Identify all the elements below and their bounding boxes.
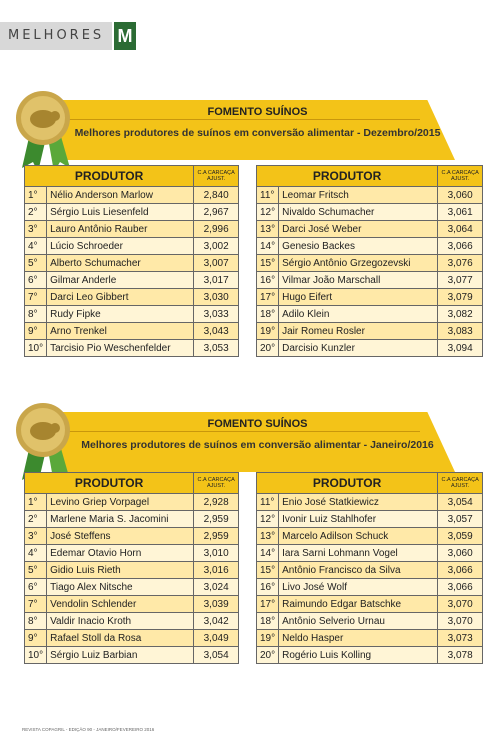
rank-position: 12° xyxy=(257,204,279,221)
ca-value: 3,053 xyxy=(194,340,239,357)
producer-name: Leomar Fritsch xyxy=(279,187,438,204)
table-row xyxy=(257,221,483,238)
table-row xyxy=(25,562,239,579)
rank-position: 18° xyxy=(257,613,279,630)
table-row xyxy=(25,306,239,323)
ca-value: 3,002 xyxy=(194,238,239,255)
rank-position: 11° xyxy=(257,494,279,511)
ca-value: 3,076 xyxy=(438,255,483,272)
rank-position: 14° xyxy=(257,545,279,562)
producer-name: Valdir Inacio Kroth xyxy=(47,613,194,630)
table-row xyxy=(25,494,239,511)
table-row xyxy=(257,306,483,323)
ca-value: 3,016 xyxy=(194,562,239,579)
producer-name: Arno Trenkel xyxy=(47,323,194,340)
producer-name: Marlene Maria S. Jacomini xyxy=(47,511,194,528)
producer-name: Darci Leo Gibbert xyxy=(47,289,194,306)
medal-icon xyxy=(8,88,78,172)
ca-value: 3,060 xyxy=(438,187,483,204)
rank-position: 1° xyxy=(25,187,47,204)
rank-position: 19° xyxy=(257,323,279,340)
producer-name: Adilo Klein xyxy=(279,306,438,323)
ca-value: 3,057 xyxy=(438,511,483,528)
table-row xyxy=(25,511,239,528)
table-row xyxy=(25,340,239,357)
producer-name: Lúcio Schroeder xyxy=(47,238,194,255)
producer-header: PRODUTOR xyxy=(25,473,194,494)
table-row xyxy=(257,579,483,596)
ca-value: 2,928 xyxy=(194,494,239,511)
producer-name: Livo José Wolf xyxy=(279,579,438,596)
table-row xyxy=(25,238,239,255)
rank-position: 4° xyxy=(25,545,47,562)
ca-header: C.A CARCAÇA AJUST. xyxy=(438,473,483,494)
block-subtitle: Melhores produtores de suínos em conversão alimentar - Janeiro/2016 xyxy=(81,439,434,451)
producer-name: Gidio Luis Rieth xyxy=(47,562,194,579)
banner-divider xyxy=(60,119,420,120)
producer-header: PRODUTOR xyxy=(25,166,194,187)
producer-name: Neldo Hasper xyxy=(279,630,438,647)
table-row xyxy=(25,272,239,289)
ca-value: 3,070 xyxy=(438,596,483,613)
rank-position: 19° xyxy=(257,630,279,647)
producer-name: Nélio Anderson Marlow xyxy=(47,187,194,204)
ca-header: C.A CARCAÇA AJUST. xyxy=(438,166,483,187)
rank-position: 16° xyxy=(257,272,279,289)
ca-value: 3,059 xyxy=(438,528,483,545)
rank-position: 10° xyxy=(25,647,47,664)
rank-position: 20° xyxy=(257,647,279,664)
producer-header: PRODUTOR xyxy=(257,166,438,187)
rank-position: 9° xyxy=(25,323,47,340)
table-row xyxy=(25,579,239,596)
ca-value: 3,054 xyxy=(438,494,483,511)
ca-value: 3,024 xyxy=(194,579,239,596)
ca-value: 2,840 xyxy=(194,187,239,204)
rank-position: 5° xyxy=(25,562,47,579)
rank-position: 4° xyxy=(25,238,47,255)
producer-name: Enio José Statkiewicz xyxy=(279,494,438,511)
ca-value: 3,043 xyxy=(194,323,239,340)
table-row xyxy=(257,238,483,255)
table-row xyxy=(25,545,239,562)
ca-value: 3,010 xyxy=(194,545,239,562)
banner-divider xyxy=(60,431,420,432)
ca-value: 3,017 xyxy=(194,272,239,289)
producer-name: Raimundo Edgar Batschke xyxy=(279,596,438,613)
rank-position: 7° xyxy=(25,289,47,306)
table-row xyxy=(25,289,239,306)
ca-value: 2,959 xyxy=(194,511,239,528)
table-row xyxy=(257,647,483,664)
ranking-table-left xyxy=(24,165,239,357)
ca-value: 3,077 xyxy=(438,272,483,289)
table-row xyxy=(257,204,483,221)
table-row xyxy=(257,613,483,630)
rank-position: 2° xyxy=(25,204,47,221)
table-row xyxy=(257,272,483,289)
ca-value: 2,996 xyxy=(194,221,239,238)
section-label: MELHORES xyxy=(8,28,105,43)
rank-position: 11° xyxy=(257,187,279,204)
producer-name: Marcelo Adilson Schuck xyxy=(279,528,438,545)
ca-value: 2,959 xyxy=(194,528,239,545)
ca-value: 2,967 xyxy=(194,204,239,221)
rank-position: 8° xyxy=(25,306,47,323)
table-row xyxy=(257,511,483,528)
producer-name: Darcisio Kunzler xyxy=(279,340,438,357)
producer-name: Darci José Weber xyxy=(279,221,438,238)
producer-name: Iara Sarni Lohmann Vogel xyxy=(279,545,438,562)
block-title: FOMENTO SUÍNOS xyxy=(207,106,308,118)
producer-name: Jair Romeu Rosler xyxy=(279,323,438,340)
table-row xyxy=(25,528,239,545)
ca-value: 3,033 xyxy=(194,306,239,323)
rank-position: 15° xyxy=(257,255,279,272)
ranking-table-left xyxy=(24,472,239,664)
table-row xyxy=(257,528,483,545)
rank-position: 3° xyxy=(25,221,47,238)
producer-name: Gilmar Anderle xyxy=(47,272,194,289)
table-row xyxy=(257,187,483,204)
producer-name: Genesio Backes xyxy=(279,238,438,255)
producer-name: Rafael Stoll da Rosa xyxy=(47,630,194,647)
producer-name: Antônio Francisco da Silva xyxy=(279,562,438,579)
producer-name: Sérgio Luiz Barbian xyxy=(47,647,194,664)
rank-position: 1° xyxy=(25,494,47,511)
ca-value: 3,030 xyxy=(194,289,239,306)
rank-position: 17° xyxy=(257,596,279,613)
producer-name: Sérgio Antônio Grzegozevski xyxy=(279,255,438,272)
rank-position: 8° xyxy=(25,613,47,630)
page-footer: REVISTA COPAGRIL - EDIÇÃO 90 - JANEIRO/FEVEREIRO 2016 xyxy=(22,727,155,732)
ca-value: 3,082 xyxy=(438,306,483,323)
producer-name: Hugo Eifert xyxy=(279,289,438,306)
ca-header: C.A CARCAÇA AJUST. xyxy=(194,473,239,494)
ca-value: 3,039 xyxy=(194,596,239,613)
rank-position: 6° xyxy=(25,272,47,289)
rank-position: 6° xyxy=(25,579,47,596)
ca-value: 3,078 xyxy=(438,647,483,664)
producer-name: Ivonir Luiz Stahlhofer xyxy=(279,511,438,528)
ca-value: 3,054 xyxy=(194,647,239,664)
ca-value: 3,060 xyxy=(438,545,483,562)
ca-value: 3,064 xyxy=(438,221,483,238)
rank-position: 20° xyxy=(257,340,279,357)
table-row xyxy=(257,255,483,272)
producer-name: Rudy Fipke xyxy=(47,306,194,323)
table-row xyxy=(257,596,483,613)
producer-header: PRODUTOR xyxy=(257,473,438,494)
table-row xyxy=(25,221,239,238)
ca-value: 3,007 xyxy=(194,255,239,272)
table-row xyxy=(257,562,483,579)
rank-position: 13° xyxy=(257,528,279,545)
block-subtitle: Melhores produtores de suínos em conversão alimentar - Dezembro/2015 xyxy=(74,127,441,139)
ranking-table-right xyxy=(256,472,483,664)
table-row xyxy=(25,630,239,647)
producer-name: Alberto Schumacher xyxy=(47,255,194,272)
ca-value: 3,066 xyxy=(438,562,483,579)
rank-position: 17° xyxy=(257,289,279,306)
ca-value: 3,094 xyxy=(438,340,483,357)
rank-position: 10° xyxy=(25,340,47,357)
table-row xyxy=(257,289,483,306)
ca-value: 3,070 xyxy=(438,613,483,630)
table-row xyxy=(257,340,483,357)
block-title: FOMENTO SUÍNOS xyxy=(207,418,308,430)
producer-name: Lauro Antônio Rauber xyxy=(47,221,194,238)
table-row xyxy=(257,494,483,511)
rank-position: 16° xyxy=(257,579,279,596)
rank-position: 13° xyxy=(257,221,279,238)
ranking-table-right xyxy=(256,165,483,357)
producer-name: Antônio Selverio Urnau xyxy=(279,613,438,630)
table-row xyxy=(25,204,239,221)
table-row xyxy=(257,630,483,647)
table-row xyxy=(25,613,239,630)
rank-position: 15° xyxy=(257,562,279,579)
magazine-logo: M xyxy=(114,22,136,50)
rank-position: 7° xyxy=(25,596,47,613)
ca-value: 3,083 xyxy=(438,323,483,340)
producer-name: Nivaldo Schumacher xyxy=(279,204,438,221)
ca-value: 3,042 xyxy=(194,613,239,630)
ca-value: 3,066 xyxy=(438,238,483,255)
producer-name: José Steffens xyxy=(47,528,194,545)
table-row xyxy=(257,323,483,340)
ca-value: 3,066 xyxy=(438,579,483,596)
producer-name: Vilmar João Marschall xyxy=(279,272,438,289)
ca-value: 3,073 xyxy=(438,630,483,647)
table-row xyxy=(25,187,239,204)
ca-value: 3,049 xyxy=(194,630,239,647)
rank-position: 5° xyxy=(25,255,47,272)
ca-value: 3,061 xyxy=(438,204,483,221)
rank-position: 18° xyxy=(257,306,279,323)
rank-position: 3° xyxy=(25,528,47,545)
producer-name: Tarcisio Pio Weschenfelder xyxy=(47,340,194,357)
producer-name: Levino Griep Vorpagel xyxy=(47,494,194,511)
table-row xyxy=(25,596,239,613)
table-row xyxy=(25,323,239,340)
producer-name: Tiago Alex Nitsche xyxy=(47,579,194,596)
producer-name: Edemar Otavio Horn xyxy=(47,545,194,562)
rank-position: 2° xyxy=(25,511,47,528)
producer-name: Rogério Luis Kolling xyxy=(279,647,438,664)
rank-position: 9° xyxy=(25,630,47,647)
table-row xyxy=(257,545,483,562)
table-row xyxy=(25,255,239,272)
rank-position: 14° xyxy=(257,238,279,255)
ca-value: 3,079 xyxy=(438,289,483,306)
ca-header: C.A CARCAÇA AJUST. xyxy=(194,166,239,187)
producer-name: Sérgio Luis Liesenfeld xyxy=(47,204,194,221)
producer-name: Vendolin Schlender xyxy=(47,596,194,613)
rank-position: 12° xyxy=(257,511,279,528)
table-row xyxy=(25,647,239,664)
